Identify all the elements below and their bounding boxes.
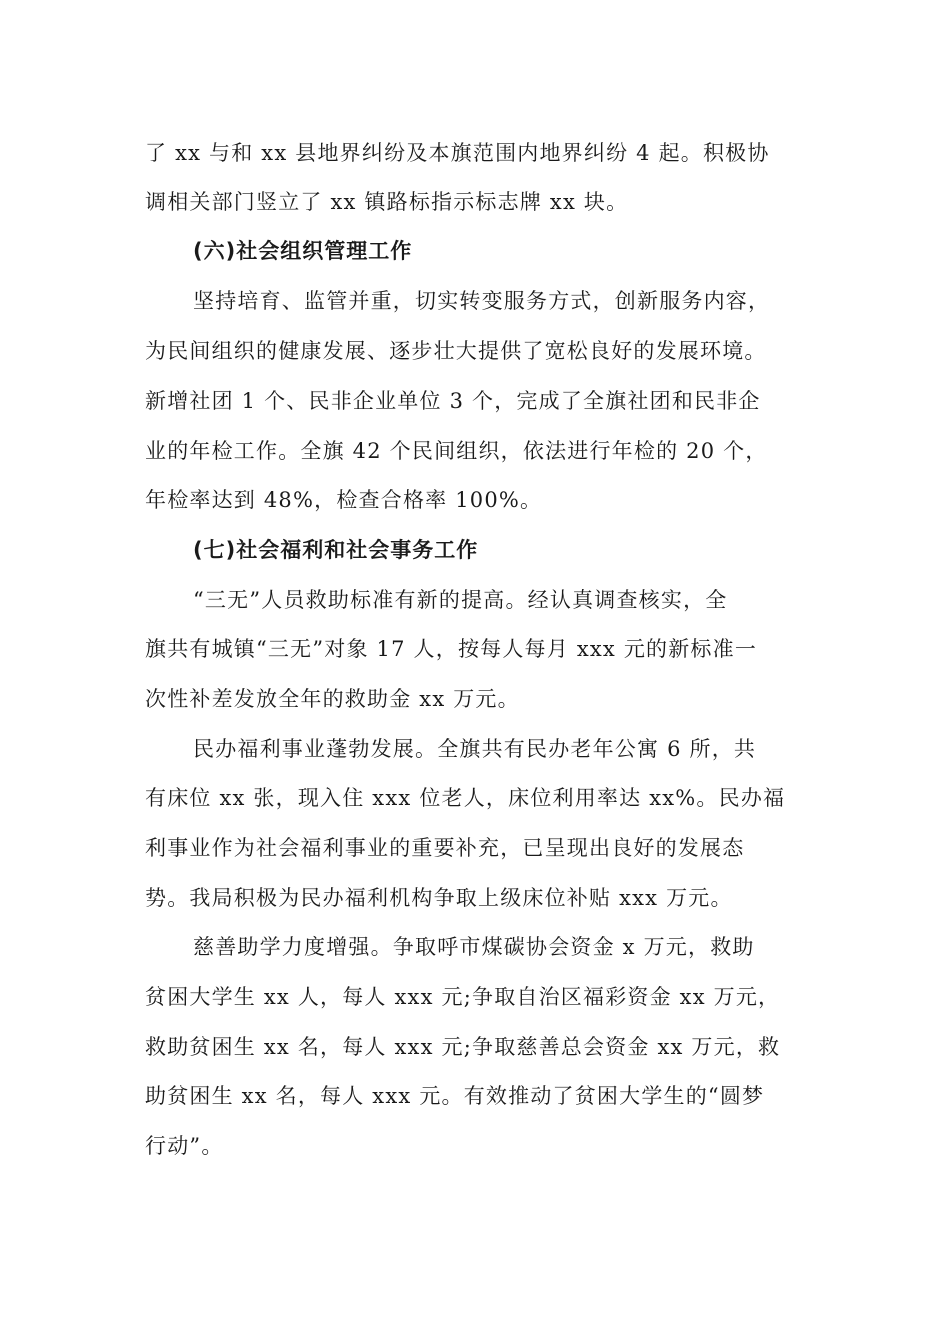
body-text-line: 新增社团 1 个、民非企业单位 3 个，完成了全旗社团和民非企 (145, 389, 761, 413)
body-text-line: 慈善助学力度增强。争取呼市煤碳协会资金 x 万元，救助 (193, 935, 755, 959)
section-heading: (六)社会组织管理工作 (193, 239, 413, 263)
body-text-line: 为民间组织的健康发展、逐步壮大提供了宽松良好的发展环境。 (145, 339, 767, 363)
body-text-line: 了 xx 与和 xx 县地界纠纷及本旗范围内地界纠纷 4 起。积极协 (145, 141, 770, 165)
body-text-line: 救助贫困生 xx 名，每人 xxx 元;争取慈善总会资金 xx 万元，救 (145, 1035, 781, 1059)
body-text-line: 民办福利事业蓬勃发展。全旗共有民办老年公寓 6 所，共 (193, 737, 757, 761)
body-text-line: 次性补差发放全年的救助金 xx 万元。 (145, 687, 520, 711)
body-text-line: 旗共有城镇“三无”对象 17 人，按每人每月 xxx 元的新标准一 (145, 637, 758, 661)
body-text-line: 利事业作为社会福利事业的重要补充，已呈现出良好的发展态 (145, 836, 745, 860)
body-text-line: 行动”。 (145, 1134, 224, 1158)
body-text-line: 助贫困生 xx 名，每人 xxx 元。有效推动了贫困大学生的“圆梦 (145, 1084, 765, 1108)
body-text-line: 年检率达到 48%，检查合格率 100%。 (145, 488, 543, 512)
body-text-line: 调相关部门竖立了 xx 镇路标指示标志牌 xx 块。 (145, 190, 629, 214)
body-text-line: 业的年检工作。全旗 42 个民间组织，依法进行年检的 20 个， (145, 439, 768, 463)
body-text-line: 有床位 xx 张，现入住 xxx 位老人，床位利用率达 xx%。民办福 (145, 786, 786, 810)
body-text-line: 坚持培育、监管并重，切实转变服务方式，创新服务内容， (193, 289, 771, 313)
section-heading: (七)社会福利和社会事务工作 (193, 538, 479, 562)
body-text-line: 贫困大学生 xx 人，每人 xxx 元;争取自治区福彩资金 xx 万元， (145, 985, 781, 1009)
body-text-line: “三无”人员救助标准有新的提高。经认真调查核实，全 (193, 588, 728, 612)
body-text-line: 势。我局积极为民办福利机构争取上级床位补贴 xxx 万元。 (145, 886, 733, 910)
